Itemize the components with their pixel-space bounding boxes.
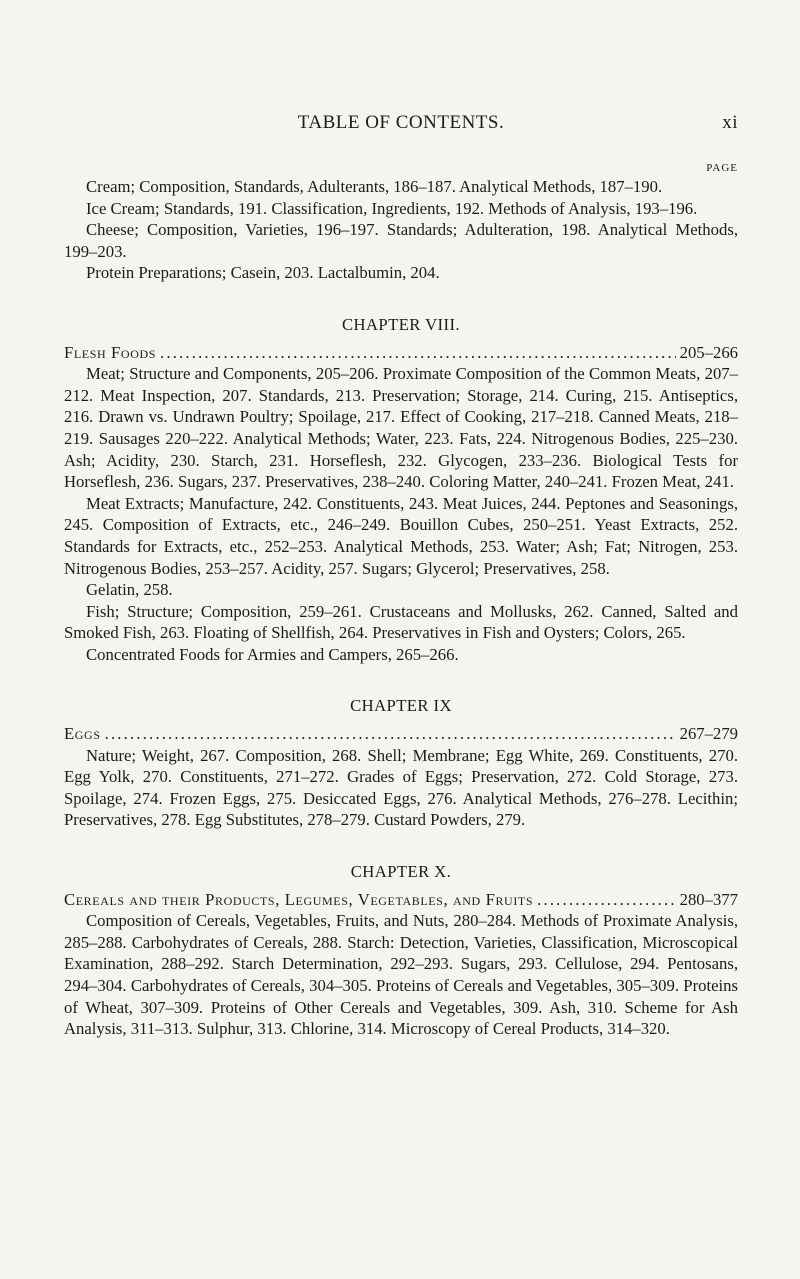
dot-leader bbox=[160, 342, 676, 364]
contents-paragraph: Nature; Weight, 267. Composition, 268. Shell; Membrane; Egg White, 269. Constituents, 270. Egg Yolk, 270. Constituents, 271–272. Grades of Eggs; Preservation, 272. Cold Storage, 273. Spoilage, 274. Frozen Eggs, 275. Desiccated Eggs, 276. Analytical Methods, 276–278. Lecithin; Preservatives, 278. Egg Substitutes, 278–279. Custard Powders, 279. bbox=[64, 745, 738, 830]
chapter-section bbox=[64, 695, 738, 831]
contents-paragraph: Ice Cream; Standards, 191. Classification, Ingredients, 192. Methods of Analysis, 193–196. bbox=[86, 198, 698, 218]
dot-leader bbox=[105, 723, 676, 745]
chapter-heading: CHAPTER VIII. bbox=[342, 314, 460, 334]
toc-entry-title: Flesh Foods bbox=[64, 342, 157, 362]
toc-entry-pages: 205–266 bbox=[679, 342, 738, 362]
chapter-heading: CHAPTER IX bbox=[350, 696, 452, 716]
contents-paragraph: Fish; Structure; Composition, 259–261. Crustaceans and Mollusks, 262. Canned, Salted and Smoked Fish, 263. Floating of Shellfish, 264. Preservatives in Fish and Oysters; Colors, 265. bbox=[64, 601, 738, 643]
page-number: xi bbox=[722, 112, 738, 133]
intro-section bbox=[64, 176, 738, 284]
contents-paragraph: Meat; Structure and Components, 205–206. Proximate Composition of the Common Meats, 207–212. Meat Inspection, 207. Standards, 213. Preservation; Storage, 214. Curing, 215. Antiseptics, 216. Drawn vs. Undrawn Poultry; Spoilage, 217. Effect of Cooking, 217–218. Canned Meats, 218–219. Sausages 220–222. Analytical Methods; Water, 223. Fats, 224. Nitrogenous Bodies, 225–230. Ash; Acidity, 230. Starch, 231. Horseflesh, 232. Glycogen, 233–236. Biological Tests for Horseflesh, 236. Sugars, 237. Preservatives, 238–240. Coloring Matter, 240–241. Frozen Meat, 241. bbox=[64, 364, 738, 492]
chapter-heading: CHAPTER X. bbox=[350, 862, 452, 882]
contents-paragraph: Cream; Composition, Standards, Adulterants, 186–187. Analytical Methods, 187–190. bbox=[86, 177, 663, 196]
chapter-section bbox=[64, 861, 738, 1040]
contents-body bbox=[64, 176, 738, 1040]
toc-entry-pages: 280–377 bbox=[679, 889, 738, 909]
contents-paragraph: Cheese; Composition, Varieties, 196–197. Standards; Adulteration, 198. Analytical Methods, 199–203. bbox=[64, 220, 738, 261]
running-title: TABLE OF CONTENTS. bbox=[297, 112, 505, 133]
toc-entry bbox=[64, 889, 738, 911]
contents-paragraph: Gelatin, 258. bbox=[86, 580, 173, 600]
contents-paragraph: Protein Preparations; Casein, 203. Lactalbumin, 204. bbox=[86, 263, 440, 283]
toc-entry-title: Cereals and their Products, Legumes, Vegetables, and Fruits bbox=[64, 889, 534, 909]
contents-paragraph: Concentrated Foods for Armies and Campers, 265–266. bbox=[86, 644, 459, 664]
dot-leader bbox=[537, 889, 675, 911]
chapter-section bbox=[64, 314, 738, 666]
page-column-label: PAGE bbox=[706, 162, 738, 174]
toc-entry bbox=[64, 342, 738, 364]
contents-paragraph: Composition of Cereals, Vegetables, Fruits, and Nuts, 280–284. Methods of Proximate Analysis, 285–288. Carbohydrates of Cereals, 288. Starch: Detection, Varieties, Classification, Microscopical Examination, 288–292. Starch Determination, 292–293. Sugars, 293. Cellulose, 294. Pentosans, 294–304. Carbohydrates of Cereals, 304–305. Proteins of Cereals and Vegetables, 305–309. Proteins of Wheat, 307–309. Proteins of Other Cereals and Vegetables, 309. Ash, 310. Scheme for Ash Analysis, 311–313. Sulphur, 313. Chlorine, 314. Microscopy of Cereal Products, 314–320. bbox=[64, 911, 738, 1039]
contents-paragraph: Meat Extracts; Manufacture, 242. Constituents, 243. Meat Juices, 244. Peptones and Seasonings, 245. Composition of Extracts, etc., 246–249. Bouillon Cubes, 250–251. Yeast Extracts, 252. Standards for Extracts, etc., 252–253. Analytical Methods, 253. Water; Ash; Fat; Nitrogen, 253. Nitrogenous Bodies, 253–257. Acidity, 257. Sugars; Glycerol; Preservatives, 258. bbox=[64, 493, 738, 578]
toc-entry bbox=[64, 723, 738, 745]
toc-entry-title: Eggs bbox=[64, 724, 101, 744]
toc-entry-pages: 267–279 bbox=[679, 724, 738, 744]
